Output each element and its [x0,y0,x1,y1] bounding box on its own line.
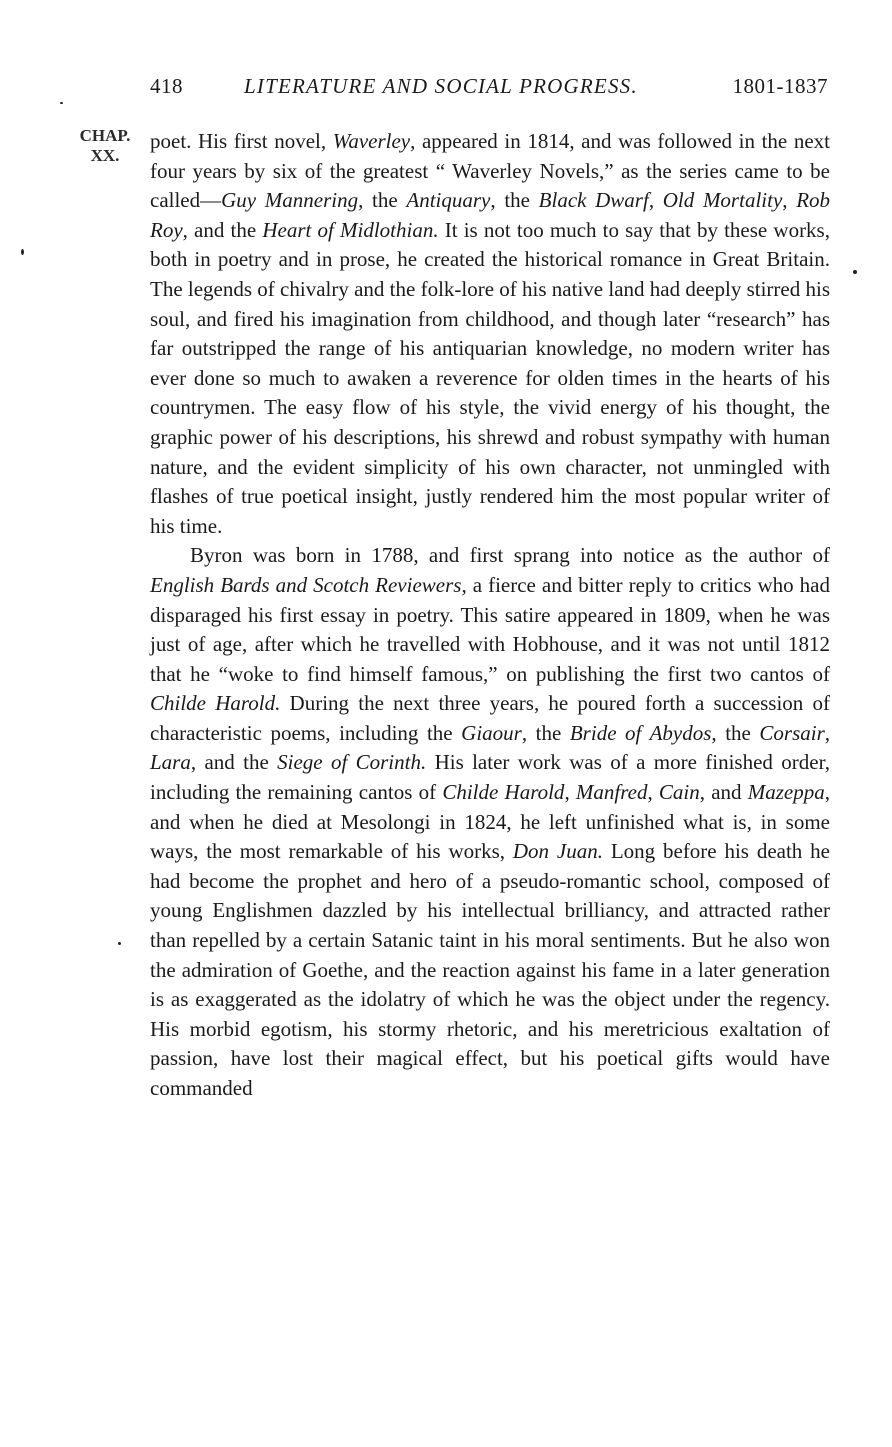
running-years: 1801-1837 [732,74,828,98]
title-english-bards: English Bards and Scotch Reviewers [150,572,462,597]
title-mazeppa: Mazeppa [747,780,825,805]
running-head [150,74,832,106]
title-antiquary: Antiquary [406,188,491,213]
title-guy-mannering: Guy Mannering [221,188,359,213]
title-childe-harold: Childe Harold [442,780,565,805]
chapter-number: XX. [90,146,120,165]
text-run: , the [490,188,539,213]
text-run: , [648,188,663,213]
text-run: During the next three years, he poured forth a succession of characteristic poems, including the [150,691,830,745]
print-speck [60,102,63,104]
body-text [150,127,830,1104]
title-old-mortality: Old Mortality [662,188,783,213]
text-run: , and the [190,750,278,775]
title-giaour: Giaour [461,720,522,745]
print-speck [118,942,121,945]
title-waverley: Waverley [332,129,411,153]
text-run: , [824,720,830,745]
print-speck [21,249,24,255]
print-speck [853,270,857,274]
text-run: , and [699,780,748,805]
paragraph-scott [150,127,830,541]
text-run: , and the [182,217,263,242]
title-manfred: Manfred [575,780,648,805]
text-run: , the [711,720,760,745]
paragraph-byron [150,541,830,1103]
title-cain: Cain [658,780,700,805]
text-run: , and when he died at Mesolongi in 1824, he left unfinished what is, in some ways, the most remarkable of his works, [150,780,831,864]
text-run: Byron was born in 1788, and first sprang into notice as the author of [190,543,830,568]
running-title: LITERATURE AND SOCIAL PROGRESS. [244,74,638,98]
title-heart-of-midlothian: Heart of Midlothian. [262,217,439,242]
text-run: , appeared in 1814, and was followed in the next four years by six of the greatest “ Waverley Novels,” as the series came to be called— [150,129,831,213]
page-number: 418 [150,74,183,98]
text-run: , [782,188,797,213]
text-run: His later work was of a more finished order, including the remaining cantos of [150,750,830,805]
text-run: Long before his death he had become the prophet and hero of a pseudo-romantic school, composed of young Englishmen dazzled by his intellectual brilliancy, and attracted rather than repelled by a certain Satanic taint in his moral sentiments. But he also won the admiration of Goethe, and the reaction against his fame in a later generation is as exaggerated as the idolatry of which he was the object under the regency. His morbid egotism, his stormy rhetoric, and his meretricious exaltation of passion, have lost their magical effect, but his poetical gifts would have commanded [150,839,830,1100]
text-run: , [647,780,659,805]
text-run: , the [358,188,407,213]
title-bride-of-abydos: Bride of Abydos [569,720,712,745]
text-run: , a fierce and bitter reply to critics who had disparaged his first essay in poetry. This satire appeared in 1809, when he was just of age, after which he travelled with Hobhouse, and it was not until 1812 that he “woke to find himself famous,” on publishing the first two cantos of [150,572,830,686]
text-run: , the [521,720,570,745]
title-rob-roy: Rob Roy [150,188,831,242]
title-don-juan: Don Juan. [512,839,603,864]
text-run: poet. His first novel, [150,129,333,153]
chapter-margin-label [70,126,140,166]
title-corsair: Corsair [759,720,825,745]
title-black-dwarf: Black Dwarf [538,188,649,213]
text-run: It is not too much to say that by these works, both in poetry and in prose, he created the historical romance in Great Britain. The legends of chivalry and the folk-lore of his native land had deeply stirred his soul, and fired his imagination from childhood, and though later “research” has far outstripped the range of his antiquarian knowledge, no modern writer has ever done so much to awaken a reverence for olden times in the hearts of his countrymen. The easy flow of his style, the vivid energy of his thought, the graphic power of his descriptions, his shrewd and robust sympathy with human nature, and the evident simplicity of his own character, not unmingled with flashes of true poetical insight, justly rendered him the most popular writer of his time. [150,217,830,538]
title-siege-of-corinth: Siege of Corinth. [277,750,427,775]
text-run: , [564,780,576,805]
title-lara: Lara [150,750,191,775]
chapter-word: CHAP. [79,126,131,145]
title-childe-harold: Childe Harold. [150,691,281,716]
